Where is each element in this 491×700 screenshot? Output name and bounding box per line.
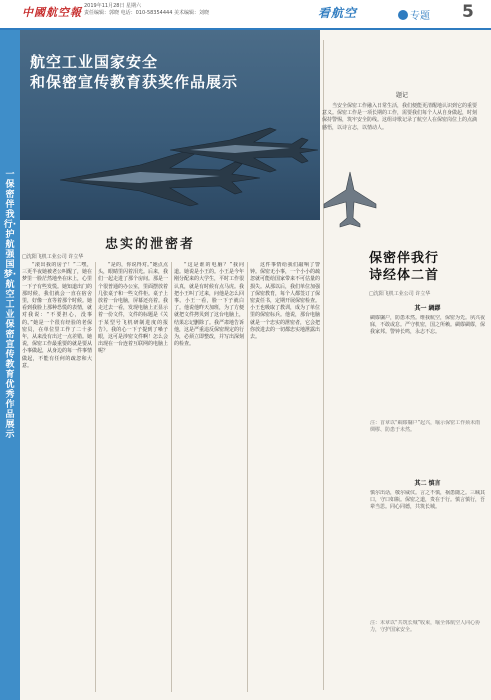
newspaper-logo: 中國航空報: [22, 6, 82, 19]
column-divider: [171, 262, 172, 692]
article-column-4: 这件事情给我们敲响了警钟。保密无小事，一个小小的疏忽就可能给国家带来不可估量的损失。从那以后，我们单位加强了保密教育，每个人都签订了保密责任书，定期开展保密检查。小王也吸取了教训，成为了单位里的保密标兵。他说，那台电脑就是一个忠实的泄密者，它会把你放进去的一切都忠实地泄露出去。: [250, 262, 320, 341]
article-column-1: “滚出我的房子！”二嘿，三更半夜她被老公叫醒了，她在梦里一脸茫然地坐在床上，心里一下子有些发慌。她知道出门的那时候，我们就会一直在宿舍里，好像一直等着那个时候。她看到我脸上那种恐慌的表情，就对我说：“不要担心，没事的。”她是一个很有经验的老保密员，在单位里工作了二十多年，从来没有出过一点差错。她说，保密工作最重要的就是要从小事做起，从身边的每一件事情做起，不能有任何的疏忽和大意。: [22, 262, 92, 369]
fighter-jets-illustration: [20, 110, 320, 220]
page-divider: [323, 40, 324, 690]
column-divider: [247, 262, 248, 692]
hero-title-line-2: 和保密宣传教育获奖作品展示: [30, 73, 239, 91]
preface-text: 当安全保密工作融入日常生活，我们便能更清醒地认识到它的重要意义。保密工作是一项长期的工作，需要我们每个人从自身做起，时刻保持警惕，筑牢安全防线。这组诗歌记录了航空人在保密岗位上的点滴感悟，以诗言志，以情动人。: [322, 103, 478, 131]
collection-title-line-1: 保密伴我行: [369, 251, 440, 266]
collection-byline: □沈阳飞机工业公司 许立华: [369, 291, 431, 297]
column-tag: 看航空: [318, 6, 358, 20]
hero-title: [30, 52, 310, 92]
issue-date: 2019年11月28日 星期六: [84, 3, 142, 9]
jet-illustration: [320, 170, 380, 230]
article-column-3: “这是谁的电脑？”我问道。她说是小王的。小王是今年刚分配来的大学生，平时工作很认真，就是有时候有点马虎。我把小王叫了过来，问他是怎么回事。小王一看，脸一下子就白了。他说他昨天加班，为了方便就把文件拷贝到了这台电脑上，结果忘记删除了。我严肃地告诉他，这是严重违反保密规定的行为，必须立即整改，并写出深刻的检查。: [174, 262, 244, 348]
side-banner-text: 一保密伴我行·护航强国梦·航空工业保密宣传教育优秀作品展示: [3, 170, 17, 440]
hero-banner: [20, 30, 320, 220]
hero-title-line-1: 航空工业国家安全: [30, 53, 159, 71]
poem-2-body: 慎尔出话，敬尔威仪。言之不慎，祸患随之。三缄其口，守口如瓶。保密之道，贵在于行。慎言慎行，吾辈当思。同心同德，共筑长城。: [370, 490, 485, 511]
article-column-2: “是的，你说得对。”她点点头，眼睛里闪着泪光。后来，我们一起走进了那个房间。那是一个很普通的办公室，里面摆放着几张桌子和一些文件柜。桌子上放着一台电脑，屏幕还亮着。我走过去一看，发现电脑上正显示着一份文件，文件的标题是《关于某型号飞机研制进度的报告》。我的心一下子提到了嗓子眼，这可是涉密文件啊！怎么会出现在一台连着互联网的电脑上呢？: [98, 262, 168, 355]
poem-1-note: 注：首章以“綢繆牖户”起兴，喻示保密工作须未雨绸缪、防患于未然。: [370, 420, 481, 434]
poem-1-heading: 其一 綢繆: [414, 305, 441, 312]
poem-2-note: 注：末章以“共筑长城”收束，喻全体航空人同心协力，守护国家安全。: [370, 620, 481, 634]
editor-info: 责任编辑：郭晓 电话：010-58354444 美术编辑：刘晓: [84, 10, 209, 16]
article-title: 忠实的泄密者: [105, 237, 196, 252]
poem-2-heading: 其二 慎言: [414, 480, 441, 487]
poem-1-body: 綢繆牖户，防患未然。维我航空，保密为先。夙兴夜寐，不敢或怠。严守机密，国之所赖。綢繆綢繆，保我家邦。警钟长鸣，永志不忘。: [370, 315, 485, 336]
masthead: [0, 0, 491, 30]
collection-title: [369, 250, 439, 284]
column-divider: [95, 262, 96, 692]
collection-title-line-2: 诗经体二首: [369, 268, 440, 283]
preface-heading: 题记: [396, 92, 409, 99]
page-number: 5: [462, 2, 474, 22]
section-label: 专题: [410, 11, 430, 22]
article-byline: □沈阳飞机工业公司 许立华: [22, 254, 84, 260]
masthead-meta: [84, 3, 234, 17]
section-dot-icon: [398, 10, 408, 20]
side-banner: [0, 30, 20, 700]
